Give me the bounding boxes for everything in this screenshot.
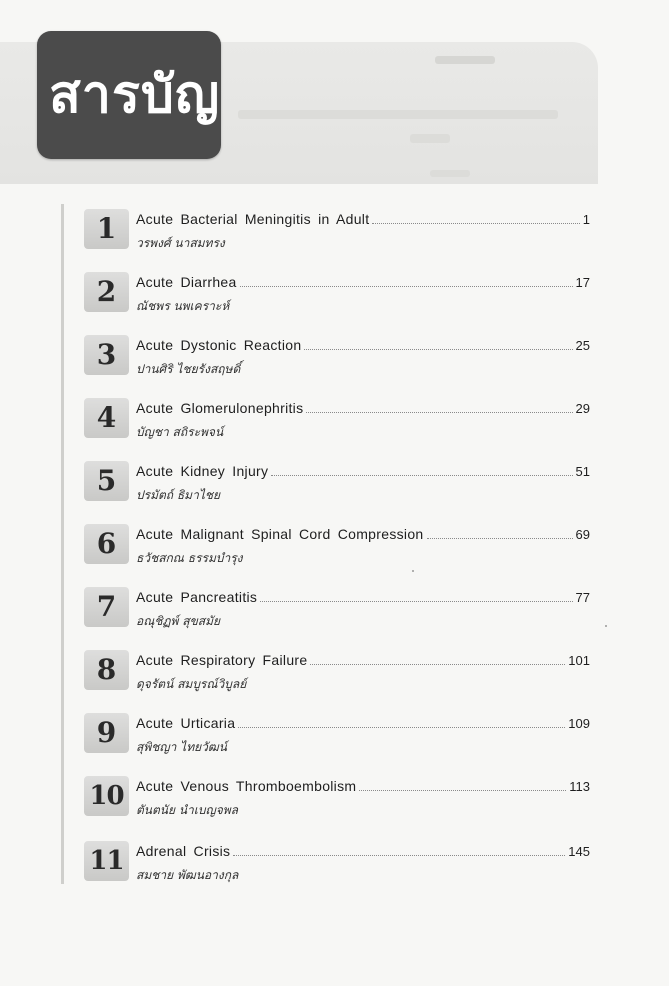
dot-leader [372,213,579,224]
page-number[interactable]: 145 [568,844,590,859]
chapter-author: สุพิชญา ไทยวัฒน์ [136,740,227,754]
page-number[interactable]: 1 [582,212,590,227]
chapter-number: 6 [96,527,117,560]
dot-leader [310,654,565,665]
chapter-number: 4 [96,401,117,434]
page-number[interactable]: 113 [569,779,590,794]
chapter-author: อณุชิฏพ์ สุขสมัย [136,614,221,628]
chapter-number-box [84,776,129,816]
chapter-title[interactable]: Acute Diarrhea [136,274,237,290]
dot-leader [427,528,573,539]
chapter-number: 10 [89,781,124,811]
toc-entry[interactable] [84,461,594,517]
chapter-number: 1 [96,212,117,245]
page-number[interactable]: 29 [575,401,590,416]
chapter-number-box [84,841,129,881]
chapter-number-box [84,587,129,627]
dot-leader [271,465,572,476]
toc-entry[interactable] [84,587,594,643]
chapter-number-box [84,398,129,438]
chapter-title[interactable]: Acute Urticaria [136,715,236,731]
chapter-number-box [84,272,129,312]
dot-leader [240,276,573,287]
chapter-author: สมชาย พัฒนอางกุล [136,868,239,882]
page-number[interactable]: 77 [575,590,590,605]
chapter-number-box [84,650,129,690]
dot-leader [304,339,572,350]
page-number[interactable]: 109 [568,716,590,731]
chapter-number: 2 [96,275,117,308]
chapter-title[interactable]: Acute Malignant Spinal Cord Compression [136,526,424,542]
toc-entry[interactable] [84,272,594,328]
dot-leader [260,591,572,602]
chapter-author: ธวัชสกณ ธรรมบำรุง [136,551,243,565]
page-title: สารบัญ [49,65,221,125]
chapter-number: 3 [96,338,117,371]
toc-entry[interactable] [84,650,594,706]
chapter-title[interactable]: Acute Bacterial Meningitis in Adult [136,211,370,227]
chapter-number-box [84,335,129,375]
toc-entry[interactable] [84,398,594,454]
page-number[interactable]: 51 [575,464,590,479]
dot-leader [359,780,566,791]
dot-leader [306,402,572,413]
toc-entry[interactable] [84,335,594,391]
chapter-number: 7 [96,590,117,623]
chapter-number: 5 [96,464,117,497]
chapter-number: 9 [96,716,117,749]
chapter-number-box [84,461,129,501]
chapter-title[interactable]: Acute Pancreatitis [136,589,258,605]
chapter-number-box [84,524,129,564]
chapter-title[interactable]: Adrenal Crisis [136,843,231,859]
page-number[interactable]: 25 [575,338,590,353]
chapter-title[interactable]: Acute Kidney Injury [136,463,269,479]
toc-entry[interactable] [84,776,594,832]
chapter-number: 8 [96,653,117,686]
paper-speck [605,625,607,627]
chapter-author: ณัชพร นพเคราะห์ [136,299,230,313]
dot-leader [238,717,565,728]
chapter-author: บัญชา สถิระพจน์ [136,425,224,439]
chapter-title[interactable]: Acute Dystonic Reaction [136,337,302,353]
chapter-author: ตันตนัย นำเบญจพล [136,803,239,817]
chapter-number-box [84,209,129,249]
chapter-number: 11 [89,846,124,876]
dot-leader [233,845,565,856]
chapter-author: ดุจรัตน์ สมบูรณ์วิบูลย์ [136,677,247,691]
toc-entry[interactable] [84,209,594,265]
chapter-author: ปานศิริ ไชยรังสฤษดิ์ [136,362,241,376]
chapter-title[interactable]: Acute Respiratory Failure [136,652,308,668]
toc-entry[interactable] [84,713,594,769]
paper-speck [412,570,414,572]
toc-entry[interactable] [84,524,594,580]
chapter-title[interactable]: Acute Glomerulonephritis [136,400,304,416]
toc-entry[interactable] [84,841,594,897]
chapter-author: วรพงศ์ นาสมทรง [136,236,225,250]
chapter-title[interactable]: Acute Venous Thromboembolism [136,778,357,794]
page-number[interactable]: 101 [568,653,590,668]
chapter-number-box [84,713,129,753]
chapter-author: ปรมัตถ์ ธิมาไชย [136,488,221,502]
page-number[interactable]: 69 [575,527,590,542]
page-number[interactable]: 17 [575,275,590,290]
